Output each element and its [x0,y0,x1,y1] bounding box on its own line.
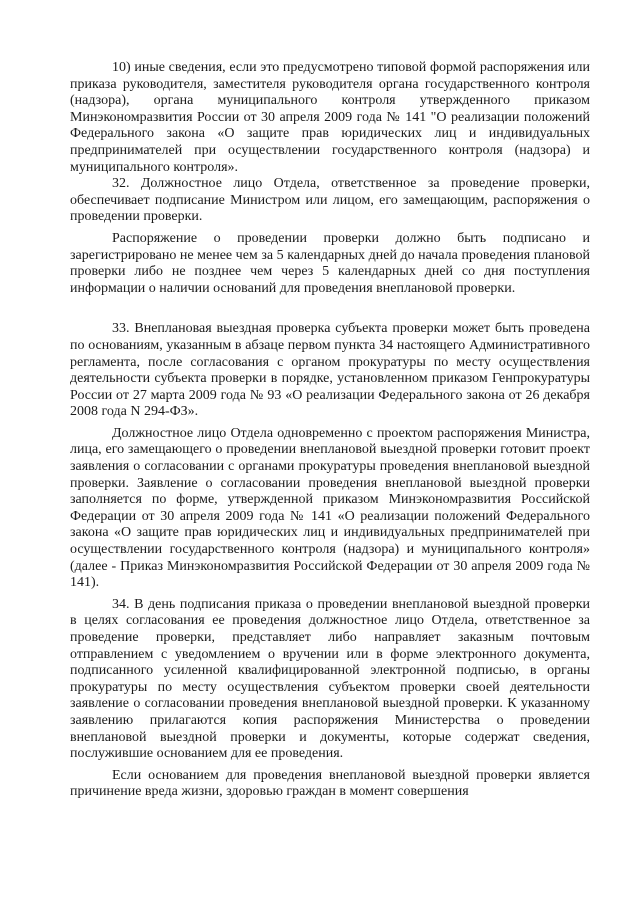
paragraph-order-signing: Распоряжение о проведении проверки должно быть подписано и зарегистрировано не менее чем за 5 календарных дней до начала проведения плановой проверки либо не позднее чем через 5 календарных дней со дня поступления информации о наличии оснований для проведения внеплановой проверки. [70,230,590,296]
paragraph-if-basis: Если основанием для проведения внеплановой выездной проверки является причинение вреда жизни, здоровью граждан в момент совершения [70,767,590,800]
paragraph-33: 33. Внеплановая выездная проверка субъекта проверки может быть проведена по основаниям, указанным в абзаце первом пункта 34 настоящего Административного регламента, после согласования с органом прокуратуры по месту осуществления деятельности субъекта проверки в порядке, установленном приказом Генпрокуратуры России от 27 марта 2009 года № 93 «О реализации Федерального закона от 26 декабря 2008 года N 294-ФЗ». [70,321,590,420]
paragraph-item-10: 10) иные сведения, если это предусмотрено типовой формой распоряжения или приказа руководителя, заместителя руководителя органа государственного контроля (надзора), органа муниципального контроля утвержденного приказом Минэкономразвития России от 30 апреля 2009 года № 141 "О реализации положений Федерального закона «О защите прав юридических лиц и индивидуальных предпринимателей при осуществлении государственного контроля (надзора) и муниципального контроля». [70,60,590,175]
paragraph-official-prepares: Должностное лицо Отдела одновременно с проектом распоряжения Министра, лица, его замещающего о проведении внеплановой выездной проверки готовит проект заявления о согласовании с органами прокуратуры проведения внеплановой выездной проверки. Заявление о согласовании проведения внеплановой выездной проверки заполняется по форме, утвержденной приказом Минэкономразвития Российской Федерации от 30 апреля 2009 года № 141 «О реализации положений Федерального закона «О защите прав юридических лиц и индивидуальных предпринимателей при осуществлении государственного контроля (надзора) и муниципального контроля» (далее - Приказ Минэкономразвития Российской Федерации от 30 апреля 2009 года № 141). [70,425,590,591]
paragraph-34: 34. В день подписания приказа о проведении внеплановой выездной проверки в целях согласования ее проведения должностное лицо Отдела, ответственное за проведение проверки, представляет либо направляет заказным почтовым отправлением с уведомлением о вручении или в форме электронного документа, подписанного усиленной квалифицированной электронной подписью, в органы прокуратуры по месту осуществления субъектом проверки своей деятельности заявление о согласовании проведения внеплановой выездной проверки. К указанному заявлению прилагаются копия распоряжения Министерства о проведении внеплановой выездной проверки и документы, которые содержат сведения, послужившие основанием для ее проведения. [70,596,590,762]
spacer [70,297,590,321]
document-body [70,60,590,801]
paragraph-32: 32. Должностное лицо Отдела, ответственное за проведение проверки, обеспечивает подписание Министром или лицом, его замещающим, распоряжения о проведении проверки. [70,176,590,225]
